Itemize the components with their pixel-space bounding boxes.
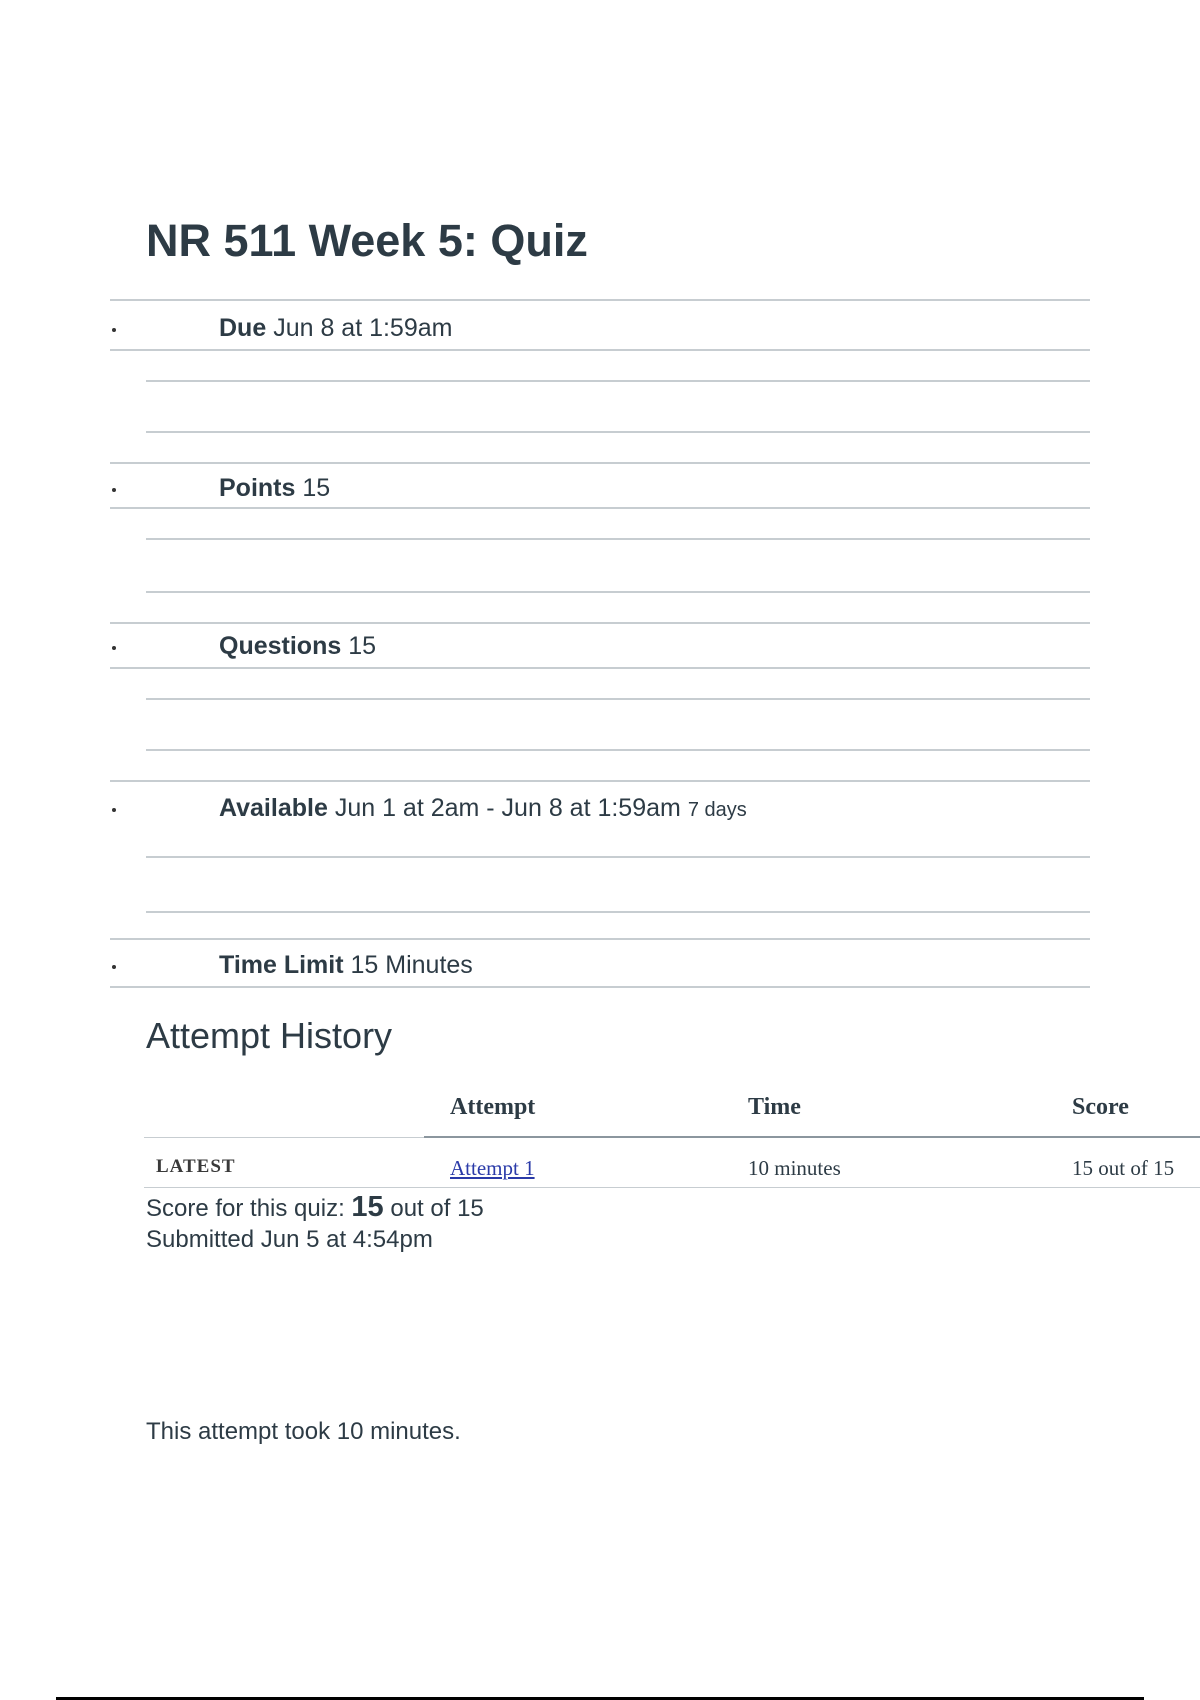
divider [110, 462, 1090, 464]
latest-badge: LATEST [156, 1156, 236, 1177]
divider [110, 507, 1090, 509]
detail-value: Jun 1 at 2am - Jun 8 at 1:59am [334, 793, 681, 822]
divider [146, 431, 1090, 433]
detail-value: 15 Minutes [350, 950, 473, 979]
attempt-score: 15 out of 15 [1072, 1156, 1175, 1180]
bullet-icon [112, 808, 116, 812]
detail-label: Time Limit [219, 950, 344, 979]
detail-value: Jun 8 at 1:59am [273, 313, 453, 342]
score-suffix: out of 15 [390, 1195, 484, 1222]
divider [146, 591, 1090, 593]
divider [110, 780, 1090, 782]
detail-points [110, 468, 1090, 508]
submitted-line: Submitted Jun 5 at 4:54pm [146, 1226, 433, 1253]
divider [146, 538, 1090, 540]
divider [110, 938, 1090, 940]
divider [146, 749, 1090, 751]
column-header-attempt: Attempt [450, 1094, 536, 1120]
detail-label: Points [219, 473, 296, 502]
detail-questions [110, 626, 1090, 666]
divider [110, 349, 1090, 351]
bullet-icon [112, 965, 116, 969]
divider [146, 856, 1090, 858]
divider [146, 911, 1090, 913]
divider [424, 1136, 1200, 1138]
divider [110, 299, 1090, 301]
detail-value: 15 [348, 631, 377, 660]
divider [144, 1137, 424, 1138]
score-value: 15 [351, 1191, 384, 1223]
attempt-time: 10 minutes [748, 1156, 841, 1180]
score-prefix: Score for this quiz: [146, 1195, 345, 1222]
detail-time-limit [110, 945, 1090, 985]
detail-available [110, 788, 1090, 828]
divider [146, 698, 1090, 700]
divider [146, 380, 1090, 382]
bullet-icon [112, 646, 116, 650]
bullet-icon [112, 328, 116, 332]
detail-value: 15 [302, 473, 331, 502]
divider [110, 622, 1090, 624]
column-header-time: Time [748, 1094, 801, 1120]
detail-label: Available [219, 793, 328, 822]
score-line [146, 1192, 484, 1224]
detail-extra: 7 days [687, 798, 747, 821]
page-title: NR 511 Week 5: Quiz [146, 215, 588, 266]
bullet-icon [112, 488, 116, 492]
attempt-history-title: Attempt History [146, 1015, 393, 1056]
attempt-link[interactable]: Attempt 1 [450, 1156, 535, 1180]
quiz-result [146, 1192, 484, 1255]
divider [144, 1187, 1200, 1188]
attempt-duration-text: This attempt took 10 minutes. [146, 1418, 461, 1445]
detail-label: Due [219, 313, 267, 342]
detail-due [110, 308, 1090, 348]
detail-label: Questions [219, 631, 342, 660]
column-header-score: Score [1072, 1094, 1129, 1120]
divider [110, 986, 1090, 988]
divider [110, 667, 1090, 669]
